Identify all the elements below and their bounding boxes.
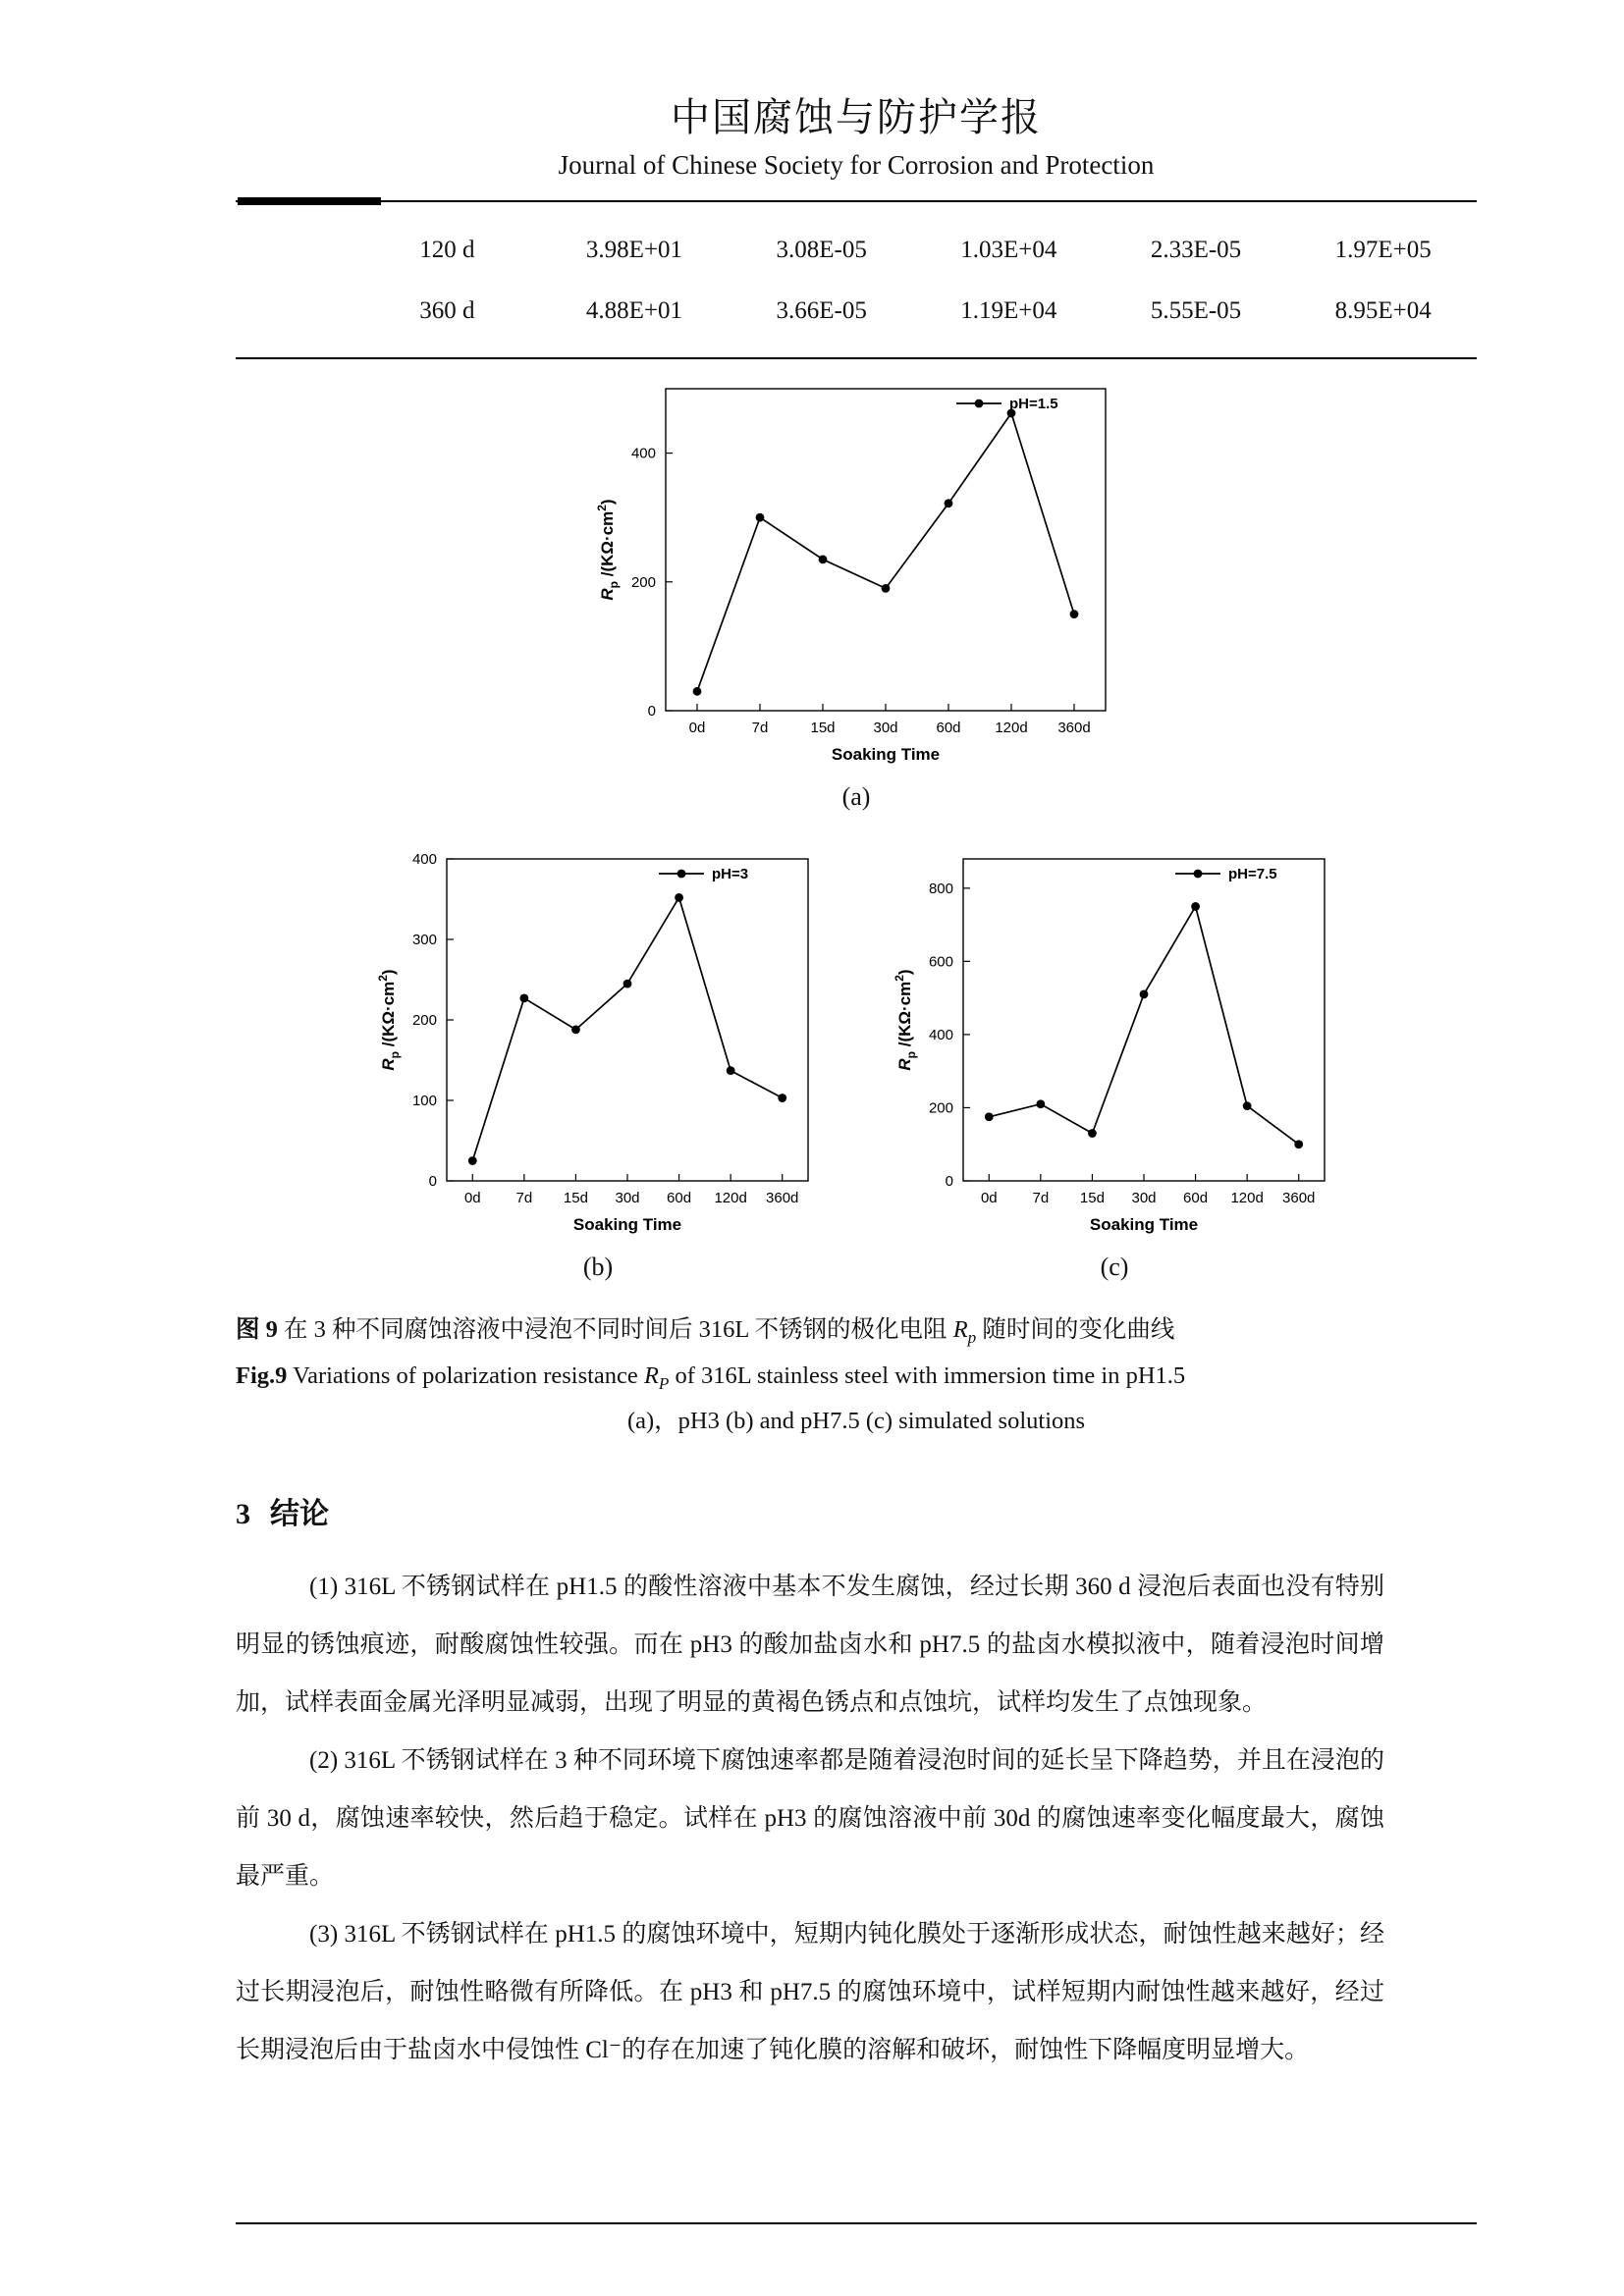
- table-row: [353, 220, 1477, 281]
- figure-caption: [236, 1308, 1477, 1444]
- table-cell: 360 d: [419, 297, 475, 324]
- svg-text:15d: 15d: [1079, 1190, 1105, 1206]
- svg-text:600: 600: [928, 953, 953, 971]
- svg-text:0: 0: [428, 1173, 437, 1190]
- caption-en-rsub: P: [658, 1373, 670, 1393]
- svg-text:Soaking Time: Soaking Time: [831, 745, 941, 764]
- table-cell: 1.19E+04: [960, 297, 1057, 324]
- svg-text:60d: 60d: [1183, 1190, 1209, 1206]
- header-rule-thick: [238, 197, 381, 205]
- header-rule: [236, 196, 1477, 206]
- svg-text:120d: 120d: [995, 720, 1028, 736]
- caption-en-text: Variations of polarization resistance: [287, 1362, 644, 1389]
- conclusion-paragraph: (3) 316L 不锈钢试样在 pH1.5 的腐蚀环境中，短期内钝化膜处于逐渐形成状态，耐蚀性越来越好；经过长期浸泡后，耐蚀性略微有所降低。在 pH3 和 pH7.5 的腐蚀环境中，试样短期内耐蚀性越来越好，经过长期浸泡后由于盐卤水中侵蚀性 Cl⁻的存在加速了钝化膜的溶解和破坏，耐蚀性下降幅度明显增大。: [236, 1920, 1384, 2063]
- caption-zh-text: 在 3 种不同腐蚀溶液中浸泡不同时间后 316L 不锈钢的极化电阻: [277, 1316, 953, 1343]
- svg-text:100: 100: [411, 1093, 437, 1109]
- caption-zh-label: 图 9: [236, 1316, 278, 1343]
- conclusion-paragraph: (2) 316L 不锈钢试样在 3 种不同环境下腐蚀速率都是随着浸泡时间的延长呈下降趋势，并且在浸泡的前 30 d，腐蚀速率较快，然后趋于稳定。试样在 pH3 的腐蚀溶液中前 30d 的腐蚀速率变化幅度最大，腐蚀最严重。: [236, 1746, 1384, 1890]
- svg-text:30d: 30d: [1131, 1190, 1157, 1206]
- svg-text:pH=7.5: pH=7.5: [1228, 866, 1277, 882]
- svg-text:400: 400: [928, 1026, 953, 1043]
- caption-en-text2: of 316L stainless steel with immersion time in pH1.5: [669, 1362, 1186, 1389]
- bottom-rule: [236, 2222, 1477, 2224]
- table-cell: 3.98E+01: [585, 237, 683, 263]
- chart-ph7-5: [889, 845, 1340, 1238]
- figure-caption-zh: [236, 1308, 1477, 1354]
- table-cell: 120 d: [419, 237, 475, 263]
- figure-caption-en: [236, 1354, 1477, 1400]
- svg-text:200: 200: [928, 1099, 953, 1117]
- svg-text:0d: 0d: [980, 1190, 998, 1206]
- header-rule-thin: [236, 200, 1477, 202]
- svg-text:15d: 15d: [810, 720, 836, 736]
- svg-text:Soaking Time: Soaking Time: [1089, 1215, 1199, 1234]
- svg-text:400: 400: [630, 445, 656, 462]
- svg-text:60d: 60d: [936, 720, 961, 736]
- panel-label-b: (b): [582, 1253, 614, 1281]
- charts-row: [236, 845, 1477, 1282]
- conclusion-paragraph: (1) 316L 不锈钢试样在 pH1.5 的酸性溶液中基本不发生腐蚀，经过长期 360 d 浸泡后表面也没有特别明显的锈蚀痕迹，耐酸腐蚀性较强。而在 pH3 的酸加盐卤水和 pH7.5 的盐卤水模拟液中，随着浸泡时间增加，试样表面金属光泽明显减弱，出现了明显的黄褐色锈点和点蚀坑，试样均发生了点蚀现象。: [236, 1573, 1384, 1716]
- caption-en-rvar: R: [643, 1362, 659, 1389]
- table-cell: 1.97E+05: [1334, 237, 1432, 263]
- svg-text:7d: 7d: [751, 720, 769, 736]
- chart-section-a: [236, 375, 1477, 812]
- svg-text:120d: 120d: [714, 1190, 747, 1206]
- chart-section-c: [889, 845, 1340, 1282]
- panel-label-a: (a): [841, 782, 871, 811]
- chart-ph3: [372, 845, 824, 1238]
- table-cell: 1.03E+04: [960, 237, 1057, 263]
- svg-text:pH=1.5: pH=1.5: [1009, 396, 1058, 412]
- table-cell: 8.95E+04: [1334, 297, 1432, 324]
- chart-ph1-5: [591, 375, 1121, 768]
- svg-text:0d: 0d: [688, 720, 706, 736]
- svg-text:200: 200: [411, 1012, 437, 1029]
- svg-text:Soaking Time: Soaking Time: [572, 1215, 682, 1234]
- svg-text:15d: 15d: [563, 1190, 588, 1206]
- table-cell: 3.66E-05: [776, 297, 867, 324]
- table-cell: 2.33E-05: [1150, 237, 1242, 263]
- caption-zh-rvar: R: [952, 1316, 968, 1343]
- svg-text:30d: 30d: [615, 1190, 640, 1206]
- caption-zh-rsub: p: [967, 1327, 977, 1347]
- journal-title-zh: 中国腐蚀与防护学报: [671, 95, 1042, 139]
- svg-text:0: 0: [647, 703, 656, 720]
- svg-text:400: 400: [411, 851, 437, 868]
- svg-text:0d: 0d: [463, 1190, 481, 1206]
- svg-text:360d: 360d: [766, 1190, 799, 1206]
- svg-text:120d: 120d: [1230, 1190, 1264, 1206]
- figure-caption-en-line2: (a)，pH3 (b) and pH7.5 (c) simulated solutions: [626, 1408, 1086, 1435]
- svg-text:360d: 360d: [1282, 1190, 1316, 1206]
- svg-text:200: 200: [630, 573, 656, 591]
- caption-en-label: Fig.9: [236, 1362, 288, 1389]
- svg-text:800: 800: [928, 880, 953, 897]
- section-heading: [236, 1489, 1477, 1532]
- svg-text:30d: 30d: [873, 720, 898, 736]
- svg-text:0: 0: [945, 1173, 953, 1190]
- table-row: [353, 281, 1477, 342]
- svg-text:7d: 7d: [1032, 1190, 1050, 1206]
- table-cell: 3.08E-05: [776, 237, 867, 263]
- section-title: 结论: [270, 1497, 329, 1530]
- conclusions-body: [236, 1558, 1384, 2079]
- svg-text:Rp /(KΩ·cm2): $R_p$ $/(K\Omega\cdot cm^2)$: [595, 499, 621, 601]
- svg-text:300: 300: [411, 932, 437, 948]
- section-number: 3: [236, 1497, 250, 1530]
- caption-zh-text2: 随时间的变化曲线: [976, 1316, 1175, 1343]
- svg-text:60d: 60d: [667, 1190, 692, 1206]
- panel-label-c: (c): [1100, 1253, 1129, 1281]
- table-cell: 5.55E-05: [1150, 297, 1242, 324]
- svg-text:pH=3: pH=3: [712, 866, 749, 882]
- svg-text:7d: 7d: [515, 1190, 533, 1206]
- page-content: [236, 0, 1477, 2079]
- svg-text:Rp /(KΩ·cm2): $R_p$ $/(K\Omega\cdot cm^2)$: [376, 969, 402, 1071]
- chart-section-b: [372, 845, 824, 1282]
- svg-text:Rp /(KΩ·cm2): $R_p$ $/(K\Omega\cdot cm^2)$: [893, 969, 918, 1071]
- results-table: [236, 206, 1477, 359]
- table-cell: 4.88E+01: [585, 297, 683, 324]
- journal-title-en: Journal of Chinese Society for Corrosion and Protection: [558, 150, 1155, 180]
- svg-text:360d: 360d: [1057, 720, 1091, 736]
